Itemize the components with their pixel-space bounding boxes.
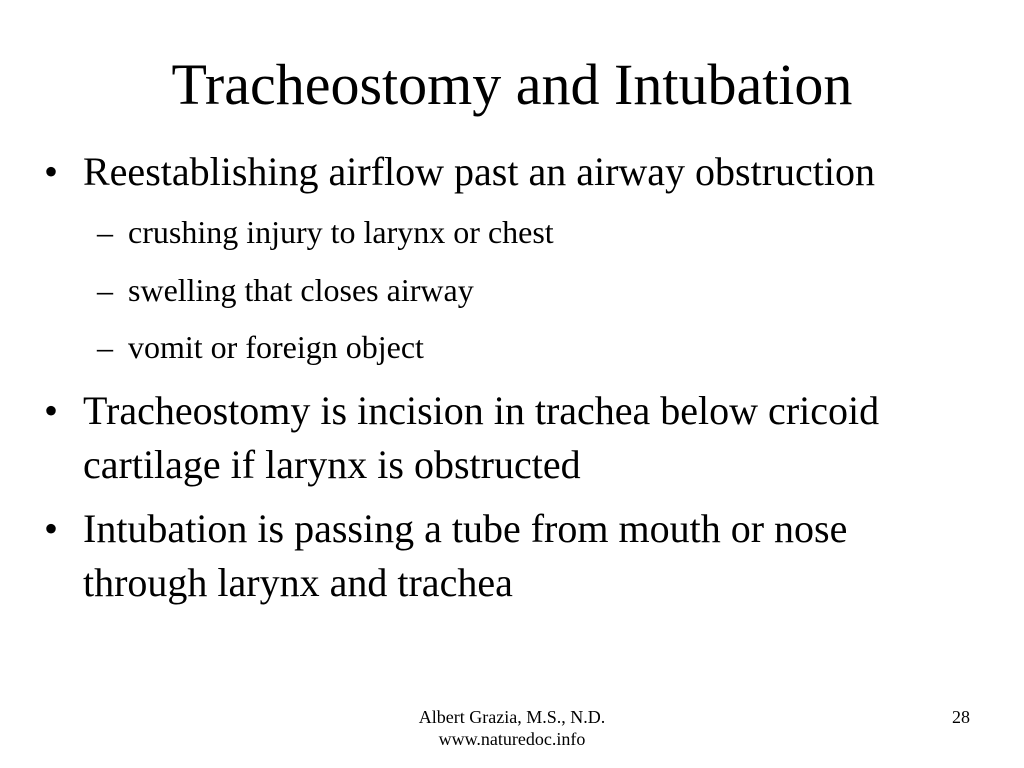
footer-website: www.naturedoc.info (438, 729, 586, 749)
sub-bullet-text: crushing injury to larynx or chest (128, 214, 554, 250)
page-number: 28 (952, 707, 970, 727)
bullet-glyph: • (44, 388, 59, 433)
bullet-text: Tracheostomy is incision in trachea below cricoid (83, 388, 880, 433)
bullet-text: through larynx and trachea (83, 560, 513, 605)
footer-author: Albert Grazia, M.S., N.D. (418, 707, 606, 727)
dash-glyph: – (97, 329, 113, 365)
dash-glyph: – (97, 214, 113, 250)
bullet-text: Intubation is passing a tube from mouth or nose (83, 506, 848, 551)
sub-bullet-text: vomit or foreign object (128, 329, 424, 365)
bullet-text: Reestablishing airflow past an airway obstruction (83, 149, 876, 194)
sub-bullet-text: swelling that closes airway (128, 272, 474, 308)
dash-glyph: – (97, 272, 113, 308)
bullet-glyph: • (44, 506, 59, 551)
bullet-text: cartilage if larynx is obstructed (83, 442, 581, 487)
slide-footer (362, 706, 662, 750)
slide-title: Tracheostomy and Intubation (171, 52, 853, 117)
bullet-glyph: • (44, 149, 59, 194)
